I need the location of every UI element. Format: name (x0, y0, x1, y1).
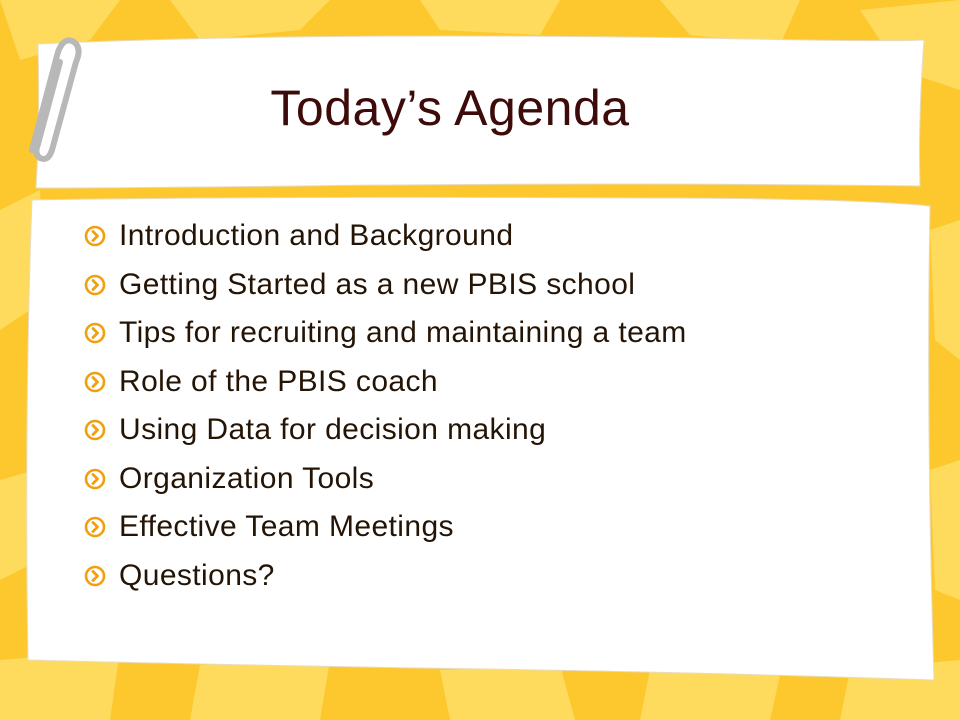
list-item (84, 503, 687, 552)
circled-arrow-icon (84, 468, 106, 490)
list-item-text: Effective Team Meetings (119, 510, 454, 544)
list-item (84, 455, 687, 504)
circled-arrow-icon (84, 225, 106, 247)
list-item (84, 552, 687, 601)
list-item (84, 261, 687, 310)
list-item-text: Questions? (119, 558, 275, 592)
circled-arrow-icon (84, 371, 106, 393)
circled-arrow-icon (84, 565, 106, 587)
background-shape (440, 665, 575, 720)
list-item-text: Organization Tools (119, 461, 375, 495)
background-shape (190, 660, 330, 720)
circled-arrow-icon (84, 419, 106, 441)
background-shape (420, 0, 560, 35)
list-item-text: Getting Started as a new PBIS school (119, 267, 636, 301)
list-item (84, 358, 687, 407)
agenda-list (84, 212, 687, 600)
list-item (84, 212, 687, 261)
circled-arrow-icon (84, 322, 106, 344)
list-item-text: Role of the PBIS coach (119, 364, 438, 398)
circled-arrow-icon (84, 274, 106, 296)
list-item-text: Tips for recruiting and maintaining a team (119, 316, 687, 350)
list-item-text: Introduction and Background (119, 219, 514, 253)
circled-arrow-icon (84, 516, 106, 538)
background-shape (640, 670, 780, 720)
list-item (84, 309, 687, 358)
slide-title: Today’s Agenda (270, 80, 630, 136)
list-item (84, 406, 687, 455)
list-item-text: Using Data for decision making (119, 413, 547, 447)
